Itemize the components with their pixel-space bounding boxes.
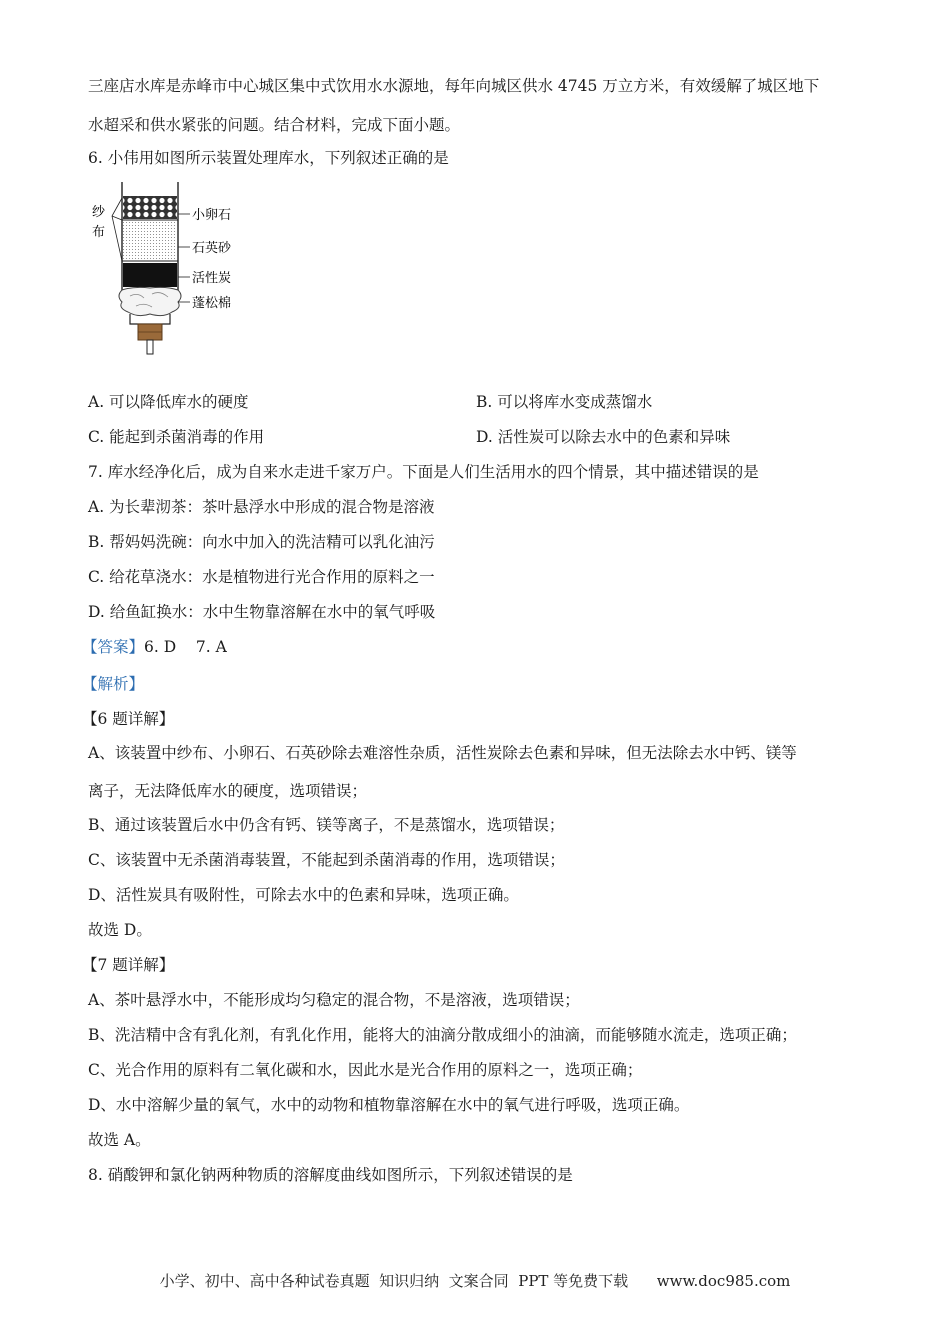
cotton-layer bbox=[119, 287, 181, 315]
q7-detail-title: 【7 题详解】 bbox=[82, 956, 175, 974]
q7-option-c: C. 给花草浇水：水是植物进行光合作用的原料之一 bbox=[88, 568, 435, 586]
pebble-layer bbox=[123, 196, 177, 219]
question-6-stem: 6. 小伟用如图所示装置处理库水，下列叙述正确的是 bbox=[88, 149, 449, 167]
analysis-tag: 【解析】 bbox=[82, 675, 145, 693]
intro-line-1: 三座店水库是赤峰市中心城区集中式饮用水水源地，每年向城区供水 4745 万立方米，有效缓解了城区地下 bbox=[88, 77, 820, 95]
q7-option-d: D. 给鱼缸换水：水中生物靠溶解在水中的氧气呼吸 bbox=[88, 603, 436, 621]
question-8-stem: 8. 硝酸钾和氯化钠两种物质的溶解度曲线如图所示，下列叙述错误的是 bbox=[88, 1166, 573, 1184]
q6-option-a: A. 可以降低库水的硬度 bbox=[88, 393, 249, 411]
water-filter-diagram bbox=[86, 176, 256, 366]
answer-line bbox=[82, 637, 227, 657]
q6-detail-line-3: B、通过该装置后水中仍含有钙、镁等离子，不是蒸馏水，选项错误； bbox=[88, 816, 565, 834]
sand-label: 石英砂 bbox=[192, 241, 232, 256]
page-footer: 小学、初中、高中各种试卷真题 知识归纳 文案合同 PPT 等免费下载 www.doc985.com bbox=[159, 1272, 791, 1290]
q7-option-a: A. 为长辈沏茶：茶叶悬浮水中形成的混合物是溶液 bbox=[88, 498, 435, 516]
q6-detail-line-1: A、该装置中纱布、小卵石、石英砂除去难溶性杂质，活性炭除去色素和异味，但无法除去水中钙、镁等 bbox=[88, 744, 797, 762]
answer-text: 6. D 7. A bbox=[144, 638, 227, 656]
cotton-label: 蓬松棉 bbox=[192, 296, 232, 311]
carbon-layer bbox=[123, 263, 177, 287]
answer-tag: 【答案】 bbox=[82, 638, 145, 656]
intro-line-2: 水超采和供水紧张的问题。结合材料，完成下面小题。 bbox=[88, 116, 461, 134]
outlet-tube bbox=[147, 340, 153, 354]
q7-detail-line-1: A、茶叶悬浮水中，不能形成均匀稳定的混合物，不是溶液，选项错误； bbox=[88, 991, 580, 1009]
q6-option-c: C. 能起到杀菌消毒的作用 bbox=[88, 428, 265, 446]
gauze-label-1: 纱 bbox=[92, 205, 106, 220]
q6-detail-title: 【6 题详解】 bbox=[82, 710, 175, 728]
q6-detail-line-2: 离子，无法降低库水的硬度，选项错误； bbox=[88, 782, 368, 800]
q6-option-d: D. 活性炭可以除去水中的色素和异味 bbox=[476, 428, 731, 446]
q6-detail-line-6: 故选 D。 bbox=[88, 921, 152, 939]
q7-detail-line-5: 故选 A。 bbox=[88, 1131, 151, 1149]
q6-detail-line-5: D、活性炭具有吸附性，可除去水中的色素和异味，选项正确。 bbox=[88, 886, 519, 904]
gauze-label-2: 布 bbox=[92, 225, 106, 240]
q6-detail-line-4: C、该装置中无杀菌消毒装置，不能起到杀菌消毒的作用，选项错误； bbox=[88, 851, 565, 869]
carbon-label: 活性炭 bbox=[192, 271, 232, 286]
q6-option-b: B. 可以将库水变成蒸馏水 bbox=[476, 393, 653, 411]
q7-option-b: B. 帮妈妈洗碗：向水中加入的洗洁精可以乳化油污 bbox=[88, 533, 435, 551]
pebble-label: 小卵石 bbox=[192, 208, 232, 223]
q7-detail-line-4: D、水中溶解少量的氧气，水中的动物和植物靠溶解在水中的氧气进行呼吸，选项正确。 bbox=[88, 1096, 690, 1114]
q7-detail-line-2: B、洗洁精中含有乳化剂，有乳化作用，能将大的油滴分散成细小的油滴，而能够随水流走，选项正确； bbox=[88, 1026, 797, 1044]
q7-detail-line-3: C、光合作用的原料有二氧化碳和水，因此水是光合作用的原料之一，选项正确； bbox=[88, 1061, 643, 1079]
sand-layer bbox=[123, 222, 177, 260]
question-7-stem: 7. 库水经净化后，成为自来水走进千家万户。下面是人们生活用水的四个情景，其中描述错误的是 bbox=[88, 463, 759, 481]
